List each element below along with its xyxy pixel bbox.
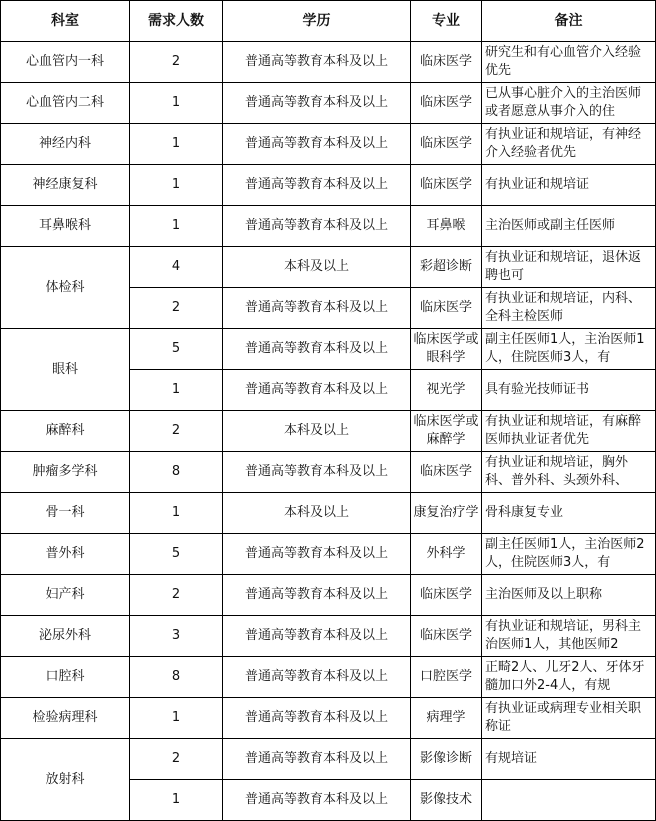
- education-cell: 本科及以上: [223, 247, 411, 288]
- major-cell: [411, 288, 482, 329]
- note-cell: [482, 780, 656, 821]
- major-cell: [411, 575, 482, 616]
- note-text: 主治医师及以上职称: [485, 587, 603, 602]
- table-row: [1, 534, 656, 575]
- table-row: [1, 493, 656, 534]
- major-cell: [411, 247, 482, 288]
- count-cell: 8: [130, 452, 223, 493]
- education-cell: 普通高等教育本科及以上: [223, 165, 411, 206]
- count-cell: 1: [130, 206, 223, 247]
- note-text: 有执业证和规培证: [485, 177, 590, 192]
- education-cell: 普通高等教育本科及以上: [223, 575, 411, 616]
- note-text: 有规培证: [485, 751, 538, 766]
- header-count: 需求人数: [130, 1, 223, 42]
- note-cell: [482, 124, 656, 165]
- note-text: 正畸2人、儿牙2人、牙体牙髓加口外2-4人，有规: [485, 660, 645, 693]
- major-cell: [411, 83, 482, 124]
- major-text: 临床医学或麻醉学: [413, 414, 479, 447]
- count-cell: 1: [130, 124, 223, 165]
- major-cell: [411, 780, 482, 821]
- note-text: 有执业证和规培证，有神经介入经验者优先: [485, 127, 642, 160]
- major-cell: [411, 493, 482, 534]
- note-text: 骨科康复专业: [485, 505, 564, 520]
- education-cell: 普通高等教育本科及以上: [223, 739, 411, 780]
- table-row: [1, 657, 656, 698]
- education-cell: 普通高等教育本科及以上: [223, 616, 411, 657]
- count-cell: 1: [130, 165, 223, 206]
- dept-cell: 神经内科: [1, 124, 130, 165]
- education-cell: 本科及以上: [223, 493, 411, 534]
- table-row: [1, 124, 656, 165]
- major-text: 临床医学: [419, 300, 472, 315]
- count-cell: 5: [130, 534, 223, 575]
- major-cell: [411, 411, 482, 452]
- note-cell: [482, 411, 656, 452]
- header-note: 备注: [482, 1, 656, 42]
- count-cell: 2: [130, 575, 223, 616]
- note-text: 主治医师或副主任医师: [485, 218, 616, 233]
- education-cell: 普通高等教育本科及以上: [223, 780, 411, 821]
- note-cell: [482, 247, 656, 288]
- dept-cell: 神经康复科: [1, 165, 130, 206]
- major-text: 视光学: [426, 382, 466, 397]
- major-cell: [411, 370, 482, 411]
- dept-cell: 麻醉科: [1, 411, 130, 452]
- major-text: 影像诊断: [419, 751, 472, 766]
- note-cell: [482, 206, 656, 247]
- dept-cell: 耳鼻喉科: [1, 206, 130, 247]
- dept-cell: 口腔科: [1, 657, 130, 698]
- major-cell: [411, 124, 482, 165]
- major-cell: [411, 698, 482, 739]
- note-text: 有执业证和规培证，退休返聘也可: [485, 250, 642, 283]
- education-cell: 普通高等教育本科及以上: [223, 42, 411, 83]
- major-text: 临床医学: [419, 628, 472, 643]
- education-cell: 普通高等教育本科及以上: [223, 370, 411, 411]
- count-cell: 1: [130, 698, 223, 739]
- education-cell: 普通高等教育本科及以上: [223, 657, 411, 698]
- note-cell: [482, 370, 656, 411]
- education-cell: 普通高等教育本科及以上: [223, 124, 411, 165]
- header-education: 学历: [223, 1, 411, 42]
- count-cell: 1: [130, 83, 223, 124]
- note-text: 有执业证和规培证，胸外科、普外科、头颈外科、: [485, 455, 629, 488]
- table-row: [1, 452, 656, 493]
- education-cell: 普通高等教育本科及以上: [223, 698, 411, 739]
- note-cell: [482, 42, 656, 83]
- count-cell: 1: [130, 370, 223, 411]
- education-cell: 普通高等教育本科及以上: [223, 452, 411, 493]
- education-cell: 本科及以上: [223, 411, 411, 452]
- count-cell: 2: [130, 739, 223, 780]
- note-cell: [482, 288, 656, 329]
- major-cell: [411, 452, 482, 493]
- table-row: [1, 83, 656, 124]
- major-text: 临床医学: [419, 587, 472, 602]
- note-text: 有执业证和规培证，有麻醉医师执业证者优先: [485, 414, 642, 447]
- count-cell: 2: [130, 288, 223, 329]
- note-text: 研究生和有心血管介入经验优先: [485, 45, 642, 78]
- note-cell: [482, 698, 656, 739]
- dept-cell: 泌尿外科: [1, 616, 130, 657]
- dept-cell: 眼科: [1, 329, 130, 411]
- major-text: 临床医学或眼科学: [413, 332, 479, 365]
- note-cell: [482, 616, 656, 657]
- note-cell: [482, 83, 656, 124]
- dept-cell: 体检科: [1, 247, 130, 329]
- note-cell: [482, 452, 656, 493]
- table-row: [1, 698, 656, 739]
- major-text: 彩超诊断: [419, 259, 472, 274]
- major-cell: [411, 42, 482, 83]
- major-text: 外科学: [426, 546, 466, 561]
- education-cell: 普通高等教育本科及以上: [223, 329, 411, 370]
- count-cell: 1: [130, 493, 223, 534]
- count-cell: 5: [130, 329, 223, 370]
- major-cell: [411, 329, 482, 370]
- major-cell: [411, 739, 482, 780]
- note-text: 已从事心脏介入的主治医师或者愿意从事介入的住: [485, 86, 642, 119]
- note-cell: [482, 575, 656, 616]
- table-row: [1, 616, 656, 657]
- major-text: 临床医学: [419, 95, 472, 110]
- education-cell: 普通高等教育本科及以上: [223, 206, 411, 247]
- major-text: 康复治疗学: [413, 505, 479, 520]
- table-row: [1, 165, 656, 206]
- major-text: 病理学: [426, 710, 466, 725]
- header-dept: 科室: [1, 1, 130, 42]
- major-text: 影像技术: [419, 792, 472, 807]
- major-text: 耳鼻喉: [426, 218, 466, 233]
- major-cell: [411, 657, 482, 698]
- note-cell: [482, 493, 656, 534]
- count-cell: 4: [130, 247, 223, 288]
- major-cell: [411, 616, 482, 657]
- dept-cell: 心血管内一科: [1, 42, 130, 83]
- dept-cell: 肿瘤多学科: [1, 452, 130, 493]
- major-cell: [411, 206, 482, 247]
- table-row: [1, 247, 656, 288]
- major-text: 临床医学: [419, 464, 472, 479]
- note-cell: [482, 739, 656, 780]
- note-text: 有执业证和规培证，内科、全科主检医师: [485, 291, 642, 324]
- major-text: 口腔医学: [419, 669, 472, 684]
- dept-cell: 妇产科: [1, 575, 130, 616]
- dept-cell: 心血管内二科: [1, 83, 130, 124]
- table-row: [1, 42, 656, 83]
- dept-cell: 普外科: [1, 534, 130, 575]
- major-cell: [411, 165, 482, 206]
- count-cell: 8: [130, 657, 223, 698]
- note-text: 副主任医师1人，主治医师1人，住院医师3人，有: [485, 332, 645, 365]
- dept-cell: 检验病理科: [1, 698, 130, 739]
- note-text: 副主任医师1人，主治医师2人，住院医师3人，有: [485, 537, 645, 570]
- note-cell: [482, 165, 656, 206]
- note-cell: [482, 329, 656, 370]
- count-cell: 2: [130, 411, 223, 452]
- count-cell: 2: [130, 42, 223, 83]
- count-cell: 3: [130, 616, 223, 657]
- dept-cell: 骨一科: [1, 493, 130, 534]
- table-row: [1, 411, 656, 452]
- table-row: [1, 739, 656, 780]
- note-text: 有执业证和规培证，男科主治医师1人，其他医师2: [485, 619, 642, 652]
- note-cell: [482, 657, 656, 698]
- dept-cell: 放射科: [1, 739, 130, 821]
- note-text: 有执业证或病理专业相关职称证: [485, 701, 642, 734]
- count-cell: 1: [130, 780, 223, 821]
- major-text: 临床医学: [419, 54, 472, 69]
- major-cell: [411, 534, 482, 575]
- header-row: [1, 1, 656, 42]
- education-cell: 普通高等教育本科及以上: [223, 83, 411, 124]
- table-row: [1, 575, 656, 616]
- table-row: [1, 206, 656, 247]
- education-cell: 普通高等教育本科及以上: [223, 534, 411, 575]
- note-text: 具有验光技师证书: [485, 382, 590, 397]
- major-text: 临床医学: [419, 177, 472, 192]
- major-text: 临床医学: [419, 136, 472, 151]
- header-major: 专业: [411, 1, 482, 42]
- note-cell: [482, 534, 656, 575]
- table-row: [1, 329, 656, 370]
- education-cell: 普通高等教育本科及以上: [223, 288, 411, 329]
